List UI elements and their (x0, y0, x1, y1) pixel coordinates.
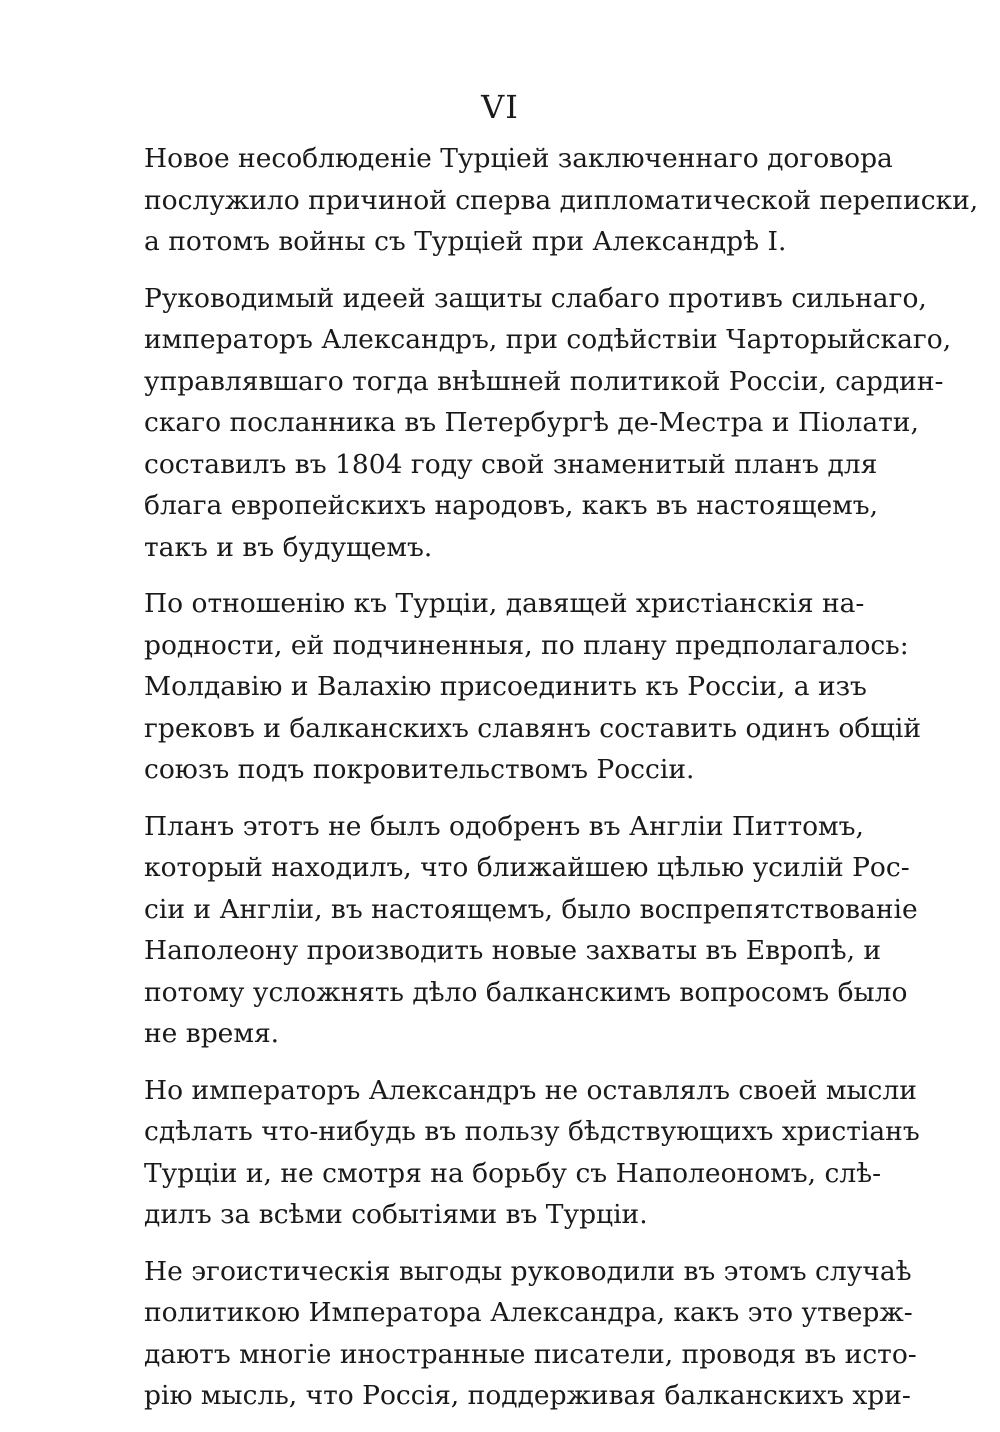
text-line: императоръ Александръ, при содѣйствіи Чарторыйскаго, (144, 324, 952, 355)
paragraph-3 (144, 583, 922, 791)
text-line: потому усложнять дѣло балканскимъ вопросомъ было (144, 976, 908, 1008)
text-line: составилъ въ 1804 году свой знаменитый планъ для (144, 448, 878, 480)
text-line: сдѣлать что-нибудь въ пользу бѣдствующихъ христіанъ (144, 1116, 920, 1147)
text-line: Не эгоистическія выгоды руководили въ этомъ случаѣ (144, 1255, 912, 1287)
paragraph-5 (144, 1070, 920, 1236)
text-line: союзъ подъ покровительствомъ Россіи. (144, 754, 695, 785)
text-line: По отношенію къ Турціи, давящей христіанскія на- (144, 588, 865, 619)
text-line: который находилъ, что ближайшею цѣлью усилій Рос- (144, 852, 910, 883)
body-text (144, 138, 979, 1432)
text-line: блага европейскихъ народовъ, какъ въ настоящемъ, (144, 490, 879, 521)
text-line: послужило причиной сперва дипломатической переписки, (144, 184, 979, 216)
text-line: такъ и въ будущемъ. (144, 531, 433, 563)
text-line: сіи и Англіи, въ настоящемъ, было воспрепятствованіе (144, 893, 918, 925)
text-line: дилъ за всѣми событіями въ Турціи. (144, 1199, 648, 1230)
text-line: грековъ и балканскихъ славянъ составить одинъ общій (144, 712, 922, 744)
text-line: даютъ многіе иностранные писатели, проводя въ исто- (144, 1338, 917, 1370)
text-line: политикою Императора Александра, какъ это утверж- (144, 1297, 913, 1328)
paragraph-4 (144, 806, 918, 1055)
text-line: Новое несоблюденіе Турціей заключеннаго договора (144, 143, 893, 174)
text-line: Планъ этотъ не былъ одобренъ въ Англіи Питтомъ, (144, 810, 864, 842)
text-line: управлявшаго тогда внѣшней политикой Россіи, сардин- (144, 365, 944, 397)
paragraph-2 (144, 278, 952, 569)
text-line: Турціи и, не смотря на борьбу съ Наполеономъ, слѣ- (144, 1157, 882, 1189)
paragraph-1 (144, 138, 979, 263)
text-line: рію мысль, что Россія, поддерживая балканскихъ хри- (144, 1380, 911, 1411)
text-line: Но императоръ Александръ не оставлялъ своей мысли (144, 1074, 917, 1106)
text-line: Молдавію и Валахію присоединить къ Россіи, а изъ (144, 671, 867, 702)
text-line: Наполеону производить новые захваты въ Европѣ, и (144, 935, 882, 966)
page-number: VI (481, 88, 519, 126)
text-line: Руководимый идеей защиты слабаго противъ сильнаго, (144, 282, 927, 314)
text-line: скаго посланника въ Петербургѣ де-Местра и Піолати, (144, 407, 919, 438)
text-line: родности, ей подчиненныя, по плану предполагалось: (144, 629, 909, 661)
text-line: не время. (144, 1018, 280, 1049)
text-line: а потомъ войны съ Турціей при Александрѣ I. (144, 226, 787, 257)
paragraph-6 (144, 1251, 917, 1417)
